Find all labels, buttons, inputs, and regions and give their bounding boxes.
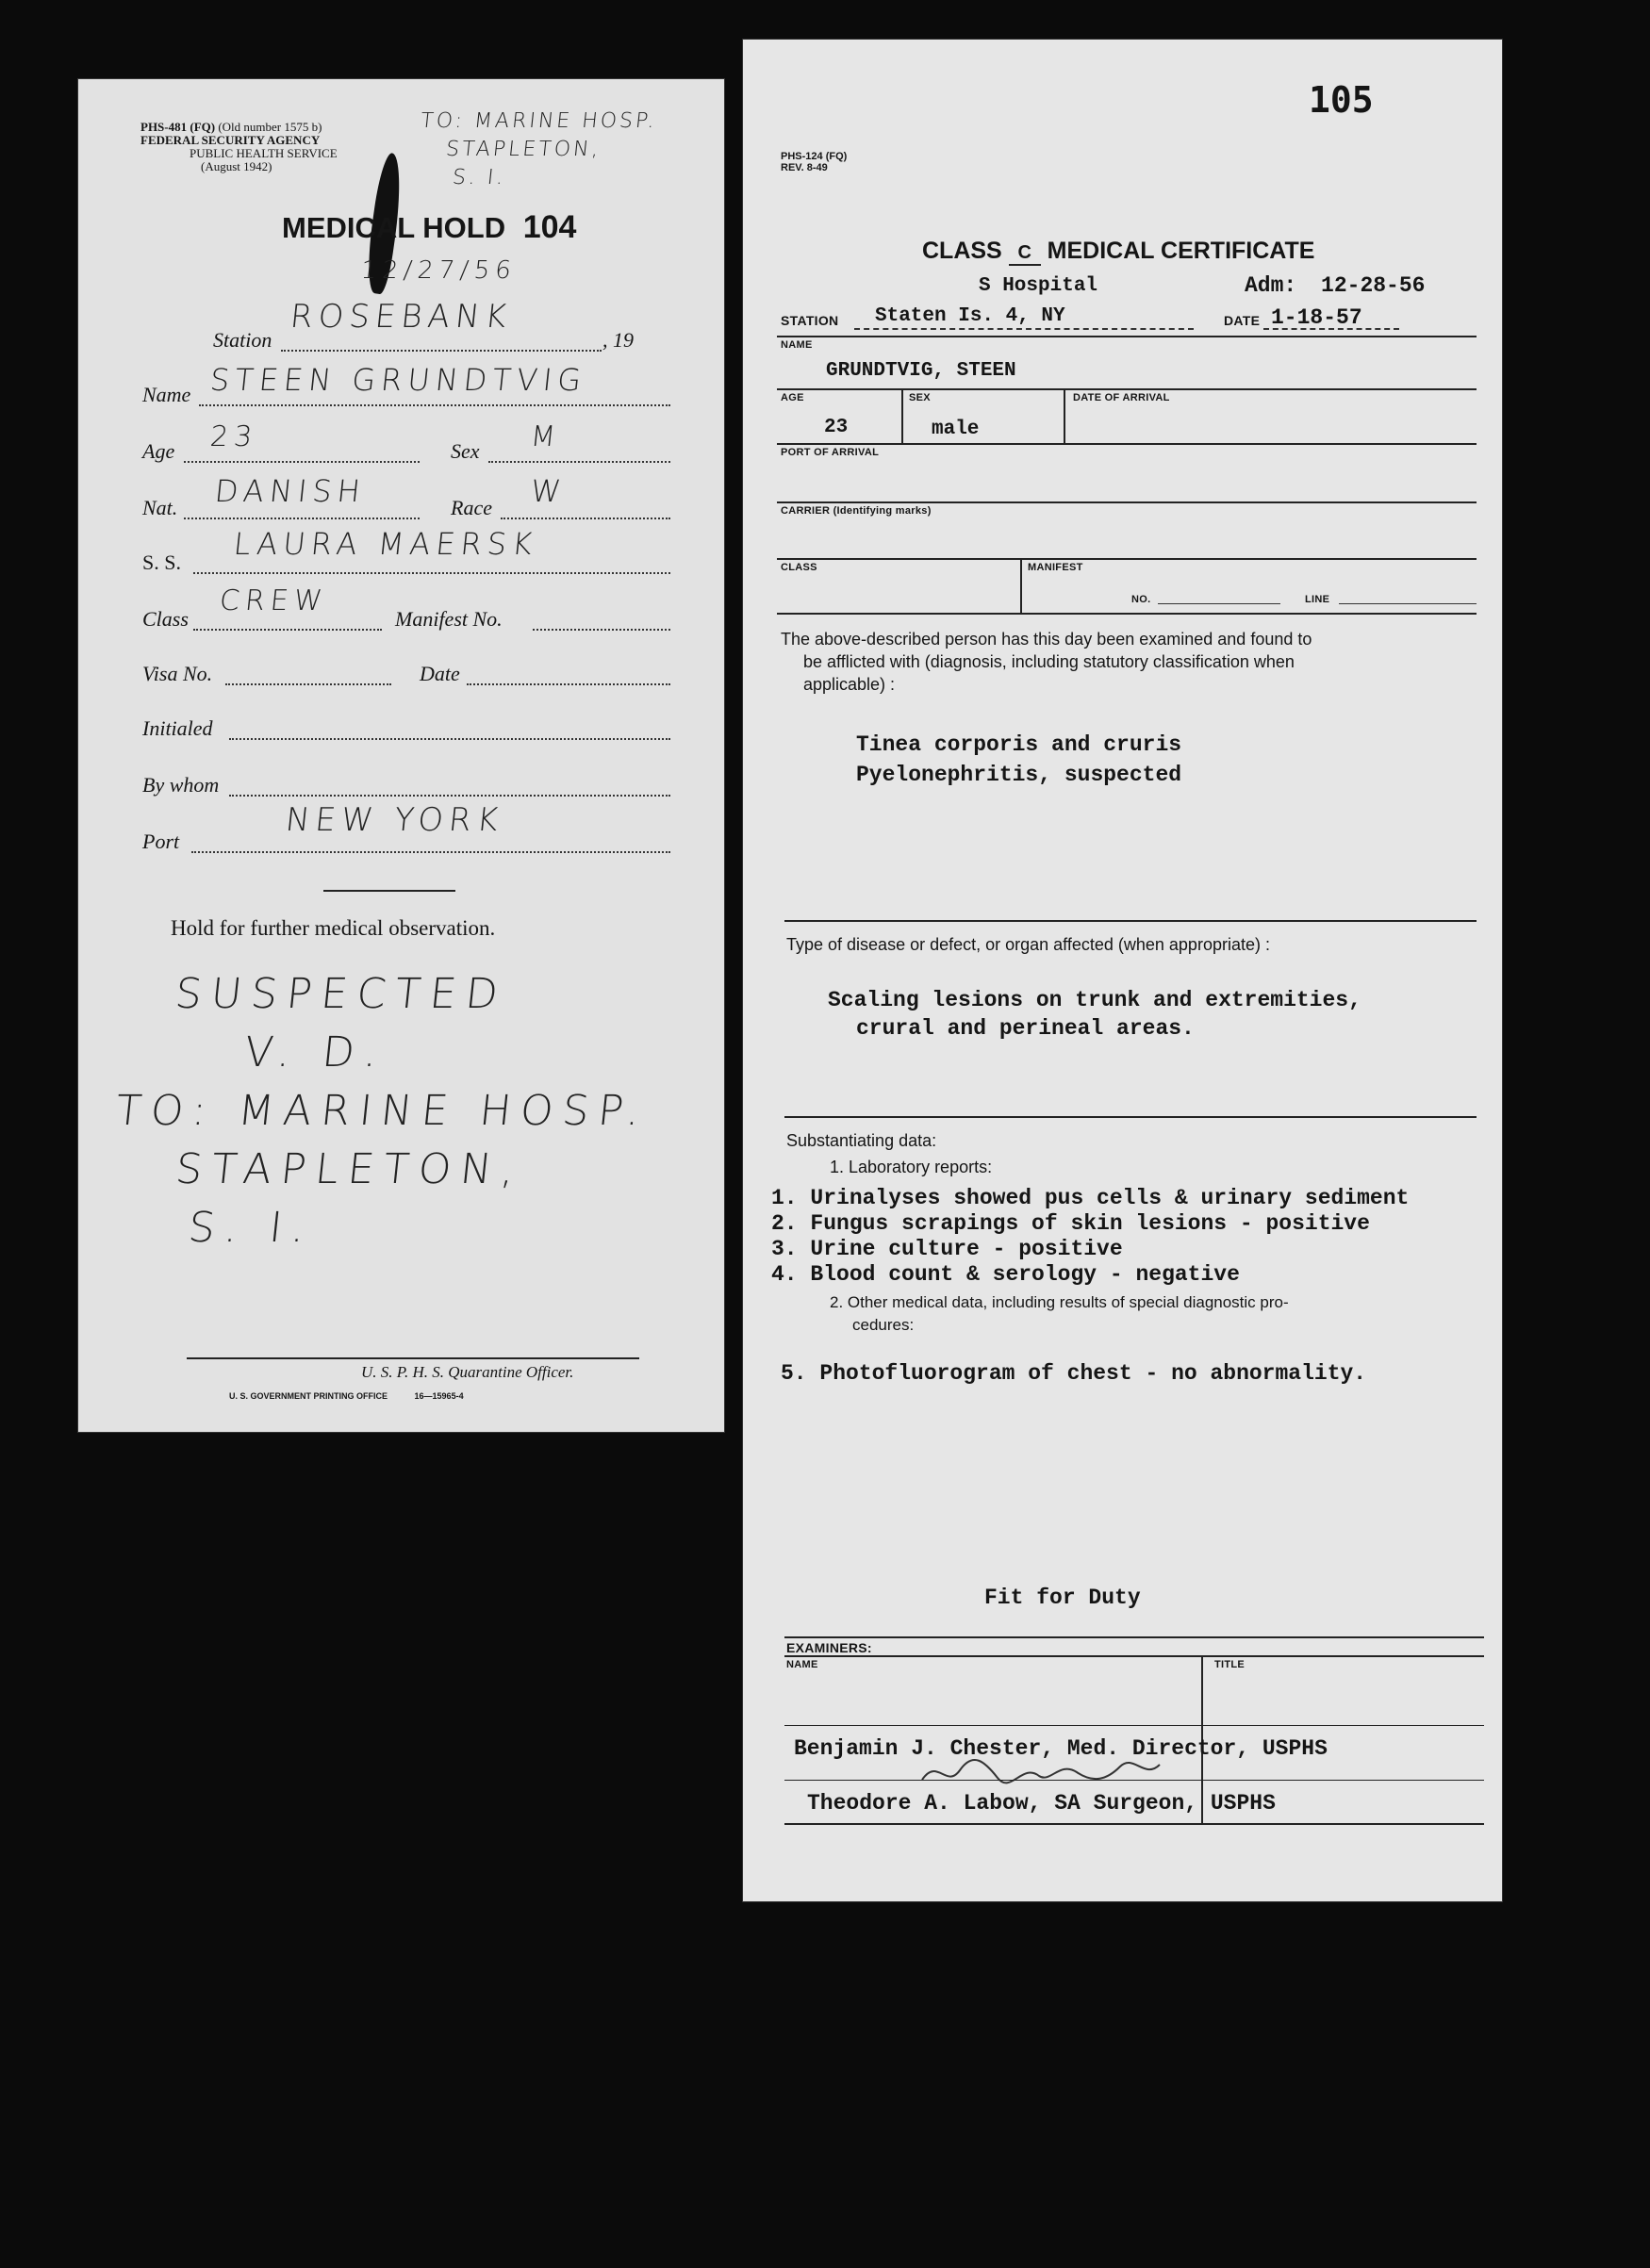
lab-reports-label: 1. Laboratory reports: [830,1158,993,1176]
examiner-title-label: TITLE [1214,1659,1246,1670]
other-data-label [830,1291,1289,1337]
race-value: W [529,473,569,509]
disease-type-label: Type of disease or defect, or organ affected (when appropriate) : [786,935,1270,954]
year-label: , 19 [602,328,634,352]
race-label: Race [451,496,492,519]
lab-result-item: 4. Blood count & serology - negative [771,1262,1240,1287]
examiners-label: EXAMINERS: [786,1640,872,1655]
corner-note-line: TO: MARINE HOSP. [419,109,659,133]
station-value: Staten Is. 4, NY [875,305,1065,327]
corner-handwritten-note [413,107,658,192]
revision: REV. 8-49 [781,162,828,173]
statement-line: applicable) : [803,675,896,694]
printer-code: 16—15965-4 [414,1391,464,1401]
handwritten-date: 12/27/56 [359,256,519,285]
manifest-label: MANIFEST [1028,562,1083,573]
title-prefix: CLASS [922,238,1002,264]
station-label: STATION [781,313,839,328]
nationality-value: DANISH [213,473,368,509]
examiner-signature [918,1751,1163,1793]
class-label: Class [142,607,189,631]
manifest-no-label: NO. [1131,594,1151,605]
class-letter: C [1009,242,1041,266]
form-id: PHS-481 (FQ) [140,120,216,134]
age-label: AGE [781,392,804,403]
lab-result-item: 3. Urine culture - positive [771,1237,1123,1261]
other-data-label-line: 2. Other medical data, including results of special diagnostic pro- [830,1293,1289,1311]
lab-results [771,1186,1409,1288]
edition: (August 1942) [201,159,272,173]
initialed-label: Initialed [142,716,213,740]
station-value: ROSEBANK [288,298,514,336]
old-number: (Old number 1575 b) [218,120,322,134]
form-id: PHS-124 (FQ) [781,151,848,162]
port-label: Port [142,830,180,853]
substantiating-label: Substantiating data: [786,1131,937,1150]
admission [1245,273,1425,298]
hold-number: 104 [522,209,577,245]
diagnosis-item: Pyelonephritis, suspected [856,763,1182,787]
agency-line-2: PUBLIC HEALTH SERVICE [190,146,338,160]
sex-label: SEX [909,392,931,403]
title-text: MEDICAL HOLD [282,211,506,244]
date-value: 1-18-57 [1271,305,1362,330]
manifest-class-label: CLASS [781,562,817,573]
page-title [282,209,576,246]
disease-type-description [828,986,1361,1043]
examiner-1: Benjamin J. Chester, Med. Director, USPHS [794,1736,1328,1761]
ship-value: LAURA MAERSK [232,526,540,562]
visa-label: Visa No. [142,662,213,685]
hold-instruction: Hold for further medical observation. [171,916,496,940]
corner-note-line: STAPLETON, [444,138,602,161]
date-label: DATE [1224,313,1261,328]
diagnosis-item: Tinea corporis and cruris [856,732,1182,757]
form-header [140,121,338,173]
agency-line-1: FEDERAL SECURITY AGENCY [140,133,321,147]
officer-caption: U. S. P. H. S. Quarantine Officer. [361,1363,574,1381]
diagnosis-list [856,730,1181,790]
statement-line: The above-described person has this day been examined and found to [781,630,1312,649]
examiner-name-label: NAME [786,1659,818,1670]
sex-value: male [932,419,980,440]
note-line: S. I. [186,1204,317,1252]
adm-date: 12-28-56 [1321,273,1426,298]
lab-result-item: 2. Fungus scrapings of skin lesions - positive [771,1211,1370,1236]
corner-note-line: S. I. [451,166,507,189]
sex-label: Sex [451,439,480,463]
class-value: CREW [218,584,330,617]
note-line: SUSPECTED [173,970,510,1018]
printer-name: U. S. GOVERNMENT PRINTING OFFICE [229,1391,388,1401]
name-label: Name [142,383,191,406]
disease-type-line: crural and perineal areas. [856,1016,1195,1041]
adm-label: Adm: [1245,273,1297,298]
printer-line [229,1391,464,1401]
station-label: Station [213,328,272,352]
port-label: PORT OF ARRIVAL [781,447,880,458]
certificate-title [922,238,1314,266]
age-label: Age [142,439,175,463]
form-id-block [781,151,847,173]
nationality-label: Nat. [142,496,178,519]
name-value: STEEN GRUNDTVIG [208,362,589,398]
statement-line: be afflicted with (diagnosis, including statutory classification when [803,652,1295,671]
page-number: 105 [1309,79,1374,121]
note-line: TO: MARINE HOSP. [113,1087,652,1135]
examiner-2: Theodore A. Labow, SA Surgeon, USPHS [807,1791,1276,1816]
note-line: STAPLETON, [173,1145,526,1193]
sex-value: M [529,420,563,453]
title-suffix: MEDICAL CERTIFICATE [1047,238,1315,264]
ship-label: S. S. [142,551,181,574]
name-value: GRUNDTVIG, STEEN [826,360,1016,382]
lab-result-item: 1. Urinalyses showed pus cells & urinary sediment [771,1186,1410,1210]
medical-certificate-card [743,40,1502,1901]
other-data-label-line: cedures: [852,1316,915,1334]
disease-type-line: Scaling lesions on trunk and extremities, [828,988,1361,1012]
note-line: V. D. [241,1028,389,1076]
medical-hold-card [78,79,724,1432]
fitness-status: Fit for Duty [984,1586,1141,1610]
age-value: 23 [824,417,849,438]
handwritten-notes [101,965,665,1257]
carrier-label: CARRIER (Identifying marks) [781,505,932,517]
arrival-date-label: DATE OF ARRIVAL [1073,392,1170,403]
other-data-item: 5. Photofluorogram of chest - no abnormality. [781,1361,1367,1386]
manifest-line-label: LINE [1305,594,1330,605]
port-value: NEW YORK [283,801,506,839]
date-label: Date [420,662,460,685]
hospital-name: S Hospital [979,275,1098,297]
age-value: 23 [208,420,260,453]
manifest-label: Manifest No. [395,607,503,631]
by-whom-label: By whom [142,773,220,797]
examination-statement [781,628,1488,696]
name-label: NAME [781,339,813,351]
